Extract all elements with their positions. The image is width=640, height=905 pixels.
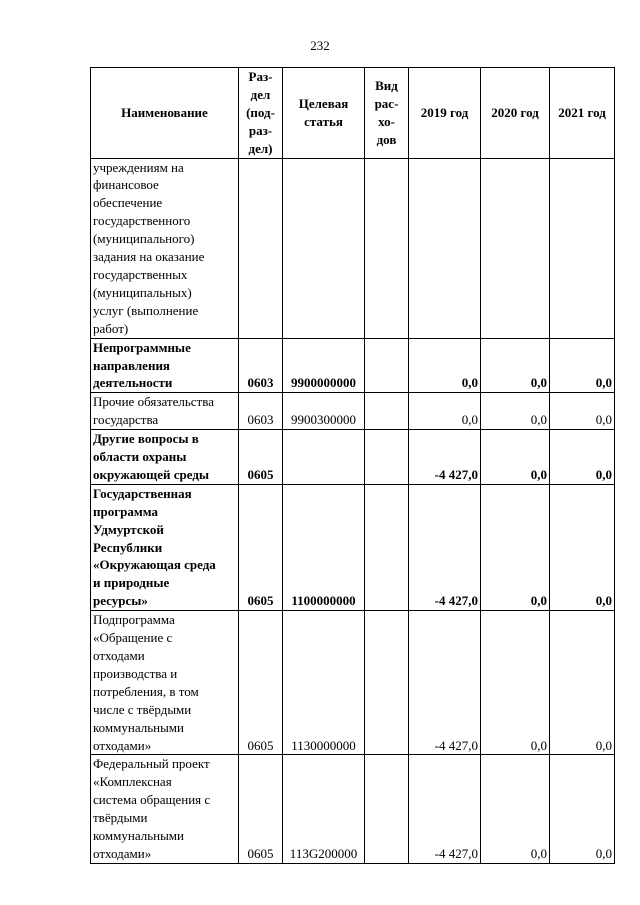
row-section: 0605 <box>239 484 283 610</box>
row-2021: 0,0 <box>550 430 615 485</box>
row-target <box>283 158 365 338</box>
row-target: 9900000000 <box>283 338 365 393</box>
page-number: 232 <box>310 38 330 53</box>
row-2020 <box>481 158 550 338</box>
row-2019: -4 427,0 <box>409 611 481 755</box>
row-expense <box>365 611 409 755</box>
header-target: Целевая статья <box>283 68 365 159</box>
row-name: Другие вопросы в области охраны окружающей среды <box>91 430 239 485</box>
row-2019 <box>409 158 481 338</box>
row-name: учреждениям на финансовое обеспечение государственного (муниципального) задания на оказание государственных (муниципальных) услуг (выполнение работ) <box>91 158 239 338</box>
row-2019: 0,0 <box>409 393 481 430</box>
budget-table <box>90 67 615 864</box>
table-row <box>91 158 615 338</box>
row-expense <box>365 338 409 393</box>
header-name: Наименование <box>91 68 239 159</box>
row-2021 <box>550 158 615 338</box>
row-expense <box>365 393 409 430</box>
row-2020: 0,0 <box>481 755 550 863</box>
row-2019: -4 427,0 <box>409 430 481 485</box>
row-section <box>239 158 283 338</box>
table-row <box>91 393 615 430</box>
table-row <box>91 338 615 393</box>
row-expense <box>365 484 409 610</box>
row-2020: 0,0 <box>481 484 550 610</box>
header-row <box>91 68 615 159</box>
row-section: 0605 <box>239 755 283 863</box>
row-target: 9900300000 <box>283 393 365 430</box>
row-section: 0603 <box>239 338 283 393</box>
row-2020: 0,0 <box>481 430 550 485</box>
header-section: Раз- дел (под- раз- дел) <box>239 68 283 159</box>
row-name: Государственная программа Удмуртской Республики «Окружающая среда и природные ресурсы» <box>91 484 239 610</box>
row-section: 0603 <box>239 393 283 430</box>
row-target: 113G200000 <box>283 755 365 863</box>
row-target <box>283 430 365 485</box>
row-2019: -4 427,0 <box>409 755 481 863</box>
row-2020: 0,0 <box>481 611 550 755</box>
table-row <box>91 611 615 755</box>
header-2021: 2021 год <box>550 68 615 159</box>
header-expense: Вид рас- хо- дов <box>365 68 409 159</box>
row-expense <box>365 430 409 485</box>
row-name: Прочие обязательства государства <box>91 393 239 430</box>
header-2019: 2019 год <box>409 68 481 159</box>
row-section: 0605 <box>239 430 283 485</box>
row-2021: 0,0 <box>550 393 615 430</box>
row-2020: 0,0 <box>481 338 550 393</box>
table-row <box>91 484 615 610</box>
row-name: Федеральный проект «Комплексная система обращения с твёрдыми коммунальными отходами» <box>91 755 239 863</box>
row-2021: 0,0 <box>550 338 615 393</box>
row-name: Непрограммные направления деятельности <box>91 338 239 393</box>
row-2020: 0,0 <box>481 393 550 430</box>
row-2019: 0,0 <box>409 338 481 393</box>
table-row <box>91 430 615 485</box>
header-2020: 2020 год <box>481 68 550 159</box>
row-section: 0605 <box>239 611 283 755</box>
row-expense <box>365 158 409 338</box>
row-expense <box>365 755 409 863</box>
table-row <box>91 755 615 863</box>
row-2021: 0,0 <box>550 484 615 610</box>
row-2021: 0,0 <box>550 755 615 863</box>
row-2021: 0,0 <box>550 611 615 755</box>
row-target: 1130000000 <box>283 611 365 755</box>
row-2019: -4 427,0 <box>409 484 481 610</box>
row-target: 1100000000 <box>283 484 365 610</box>
row-name: Подпрограмма «Обращение с отходами производства и потребления, в том числе с твёрдыми коммунальными отходами» <box>91 611 239 755</box>
